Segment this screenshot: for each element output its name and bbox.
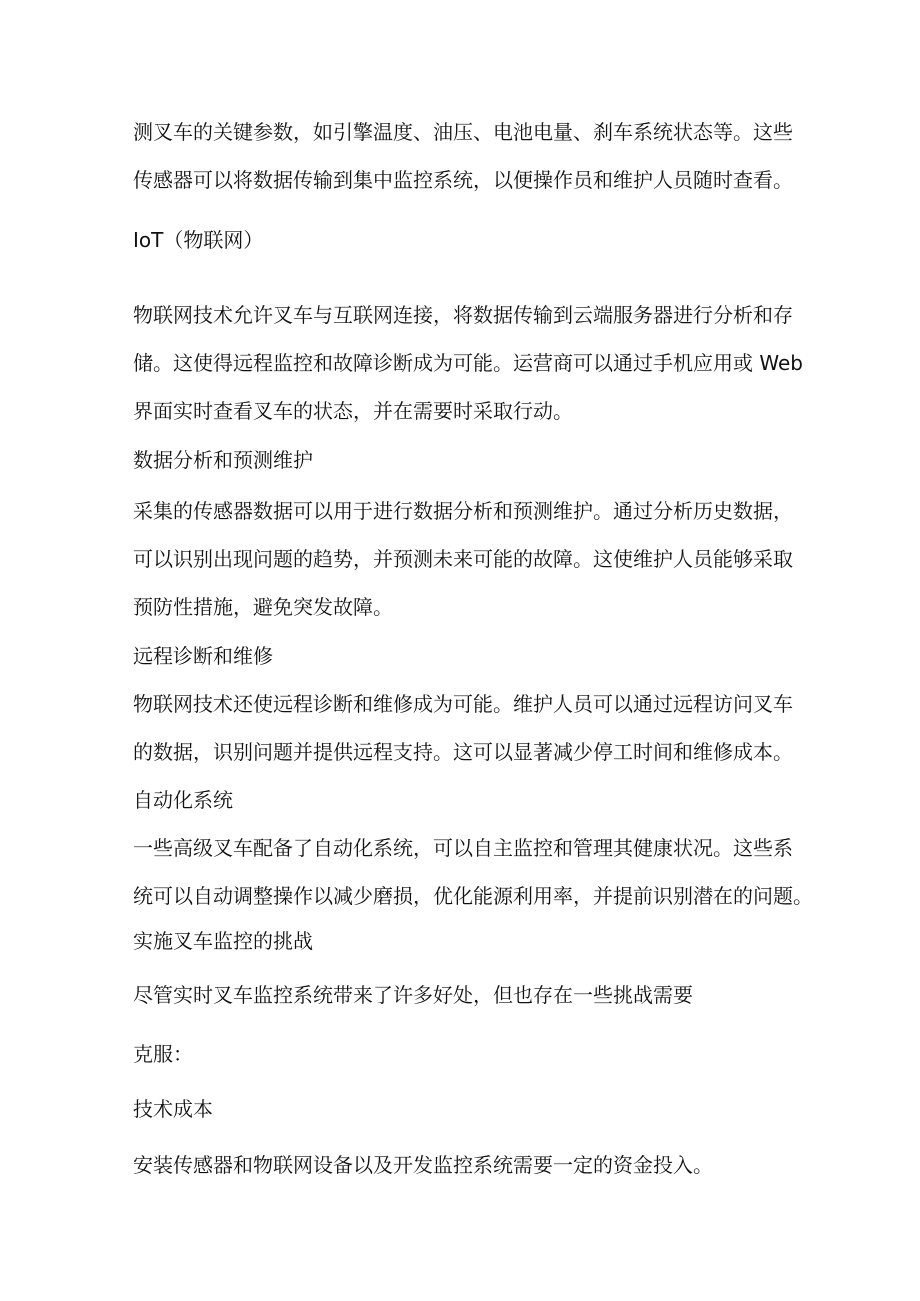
paragraph-line: 可以识别出现问题的趋势，并预测未来可能的故障。这使维护人员能够采取: [133, 547, 793, 571]
paragraph-line: 安装传感器和物联网设备以及开发监控系统需要一定的资金投入。: [133, 1153, 713, 1177]
section-heading: 远程诊断和维修: [133, 644, 273, 668]
paragraph-line: 预防性措施，避免突发故障。: [133, 595, 393, 619]
paragraph-line: 物联网技术还使远程诊断和维修成为可能。维护人员可以通过远程访问叉车: [133, 692, 793, 716]
paragraph-line: 采集的传感器数据可以用于进行数据分析和预测维护。通过分析历史数据，: [133, 499, 793, 523]
paragraph-line: 一些高级叉车配备了自动化系统，可以自主监控和管理其健康状况。这些系: [133, 836, 793, 860]
paragraph-line: 克服：: [133, 1042, 193, 1066]
section-heading: 数据分析和预测维护: [133, 448, 313, 472]
section-heading: IoT（物联网）: [133, 228, 264, 252]
section-heading: 实施叉车监控的挑战: [133, 929, 313, 953]
paragraph-line: 测叉车的关键参数，如引擎温度、油压、电池电量、刹车系统状态等。这些: [133, 120, 793, 144]
section-heading: 技术成本: [133, 1097, 213, 1121]
paragraph-line: 统可以自动调整操作以减少磨损，优化能源利用率，并提前识别潜在的问题。: [133, 884, 813, 908]
paragraph-line: 的数据，识别问题并提供远程支持。这可以显著减少停工时间和维修成本。: [133, 740, 793, 764]
paragraph-line: 物联网技术允许叉车与互联网连接，将数据传输到云端服务器进行分析和存: [133, 303, 793, 327]
section-heading: 自动化系统: [133, 788, 233, 812]
paragraph-line: 尽管实时叉车监控系统带来了许多好处，但也存在一些挑战需要: [133, 983, 693, 1007]
paragraph-line: 储。这使得远程监控和故障诊断成为可能。运营商可以通过手机应用或 Web: [133, 351, 803, 375]
paragraph-line: 界面实时查看叉车的状态，并在需要时采取行动。: [133, 399, 573, 423]
paragraph-line: 传感器可以将数据传输到集中监控系统，以便操作员和维护人员随时查看。: [133, 168, 793, 192]
